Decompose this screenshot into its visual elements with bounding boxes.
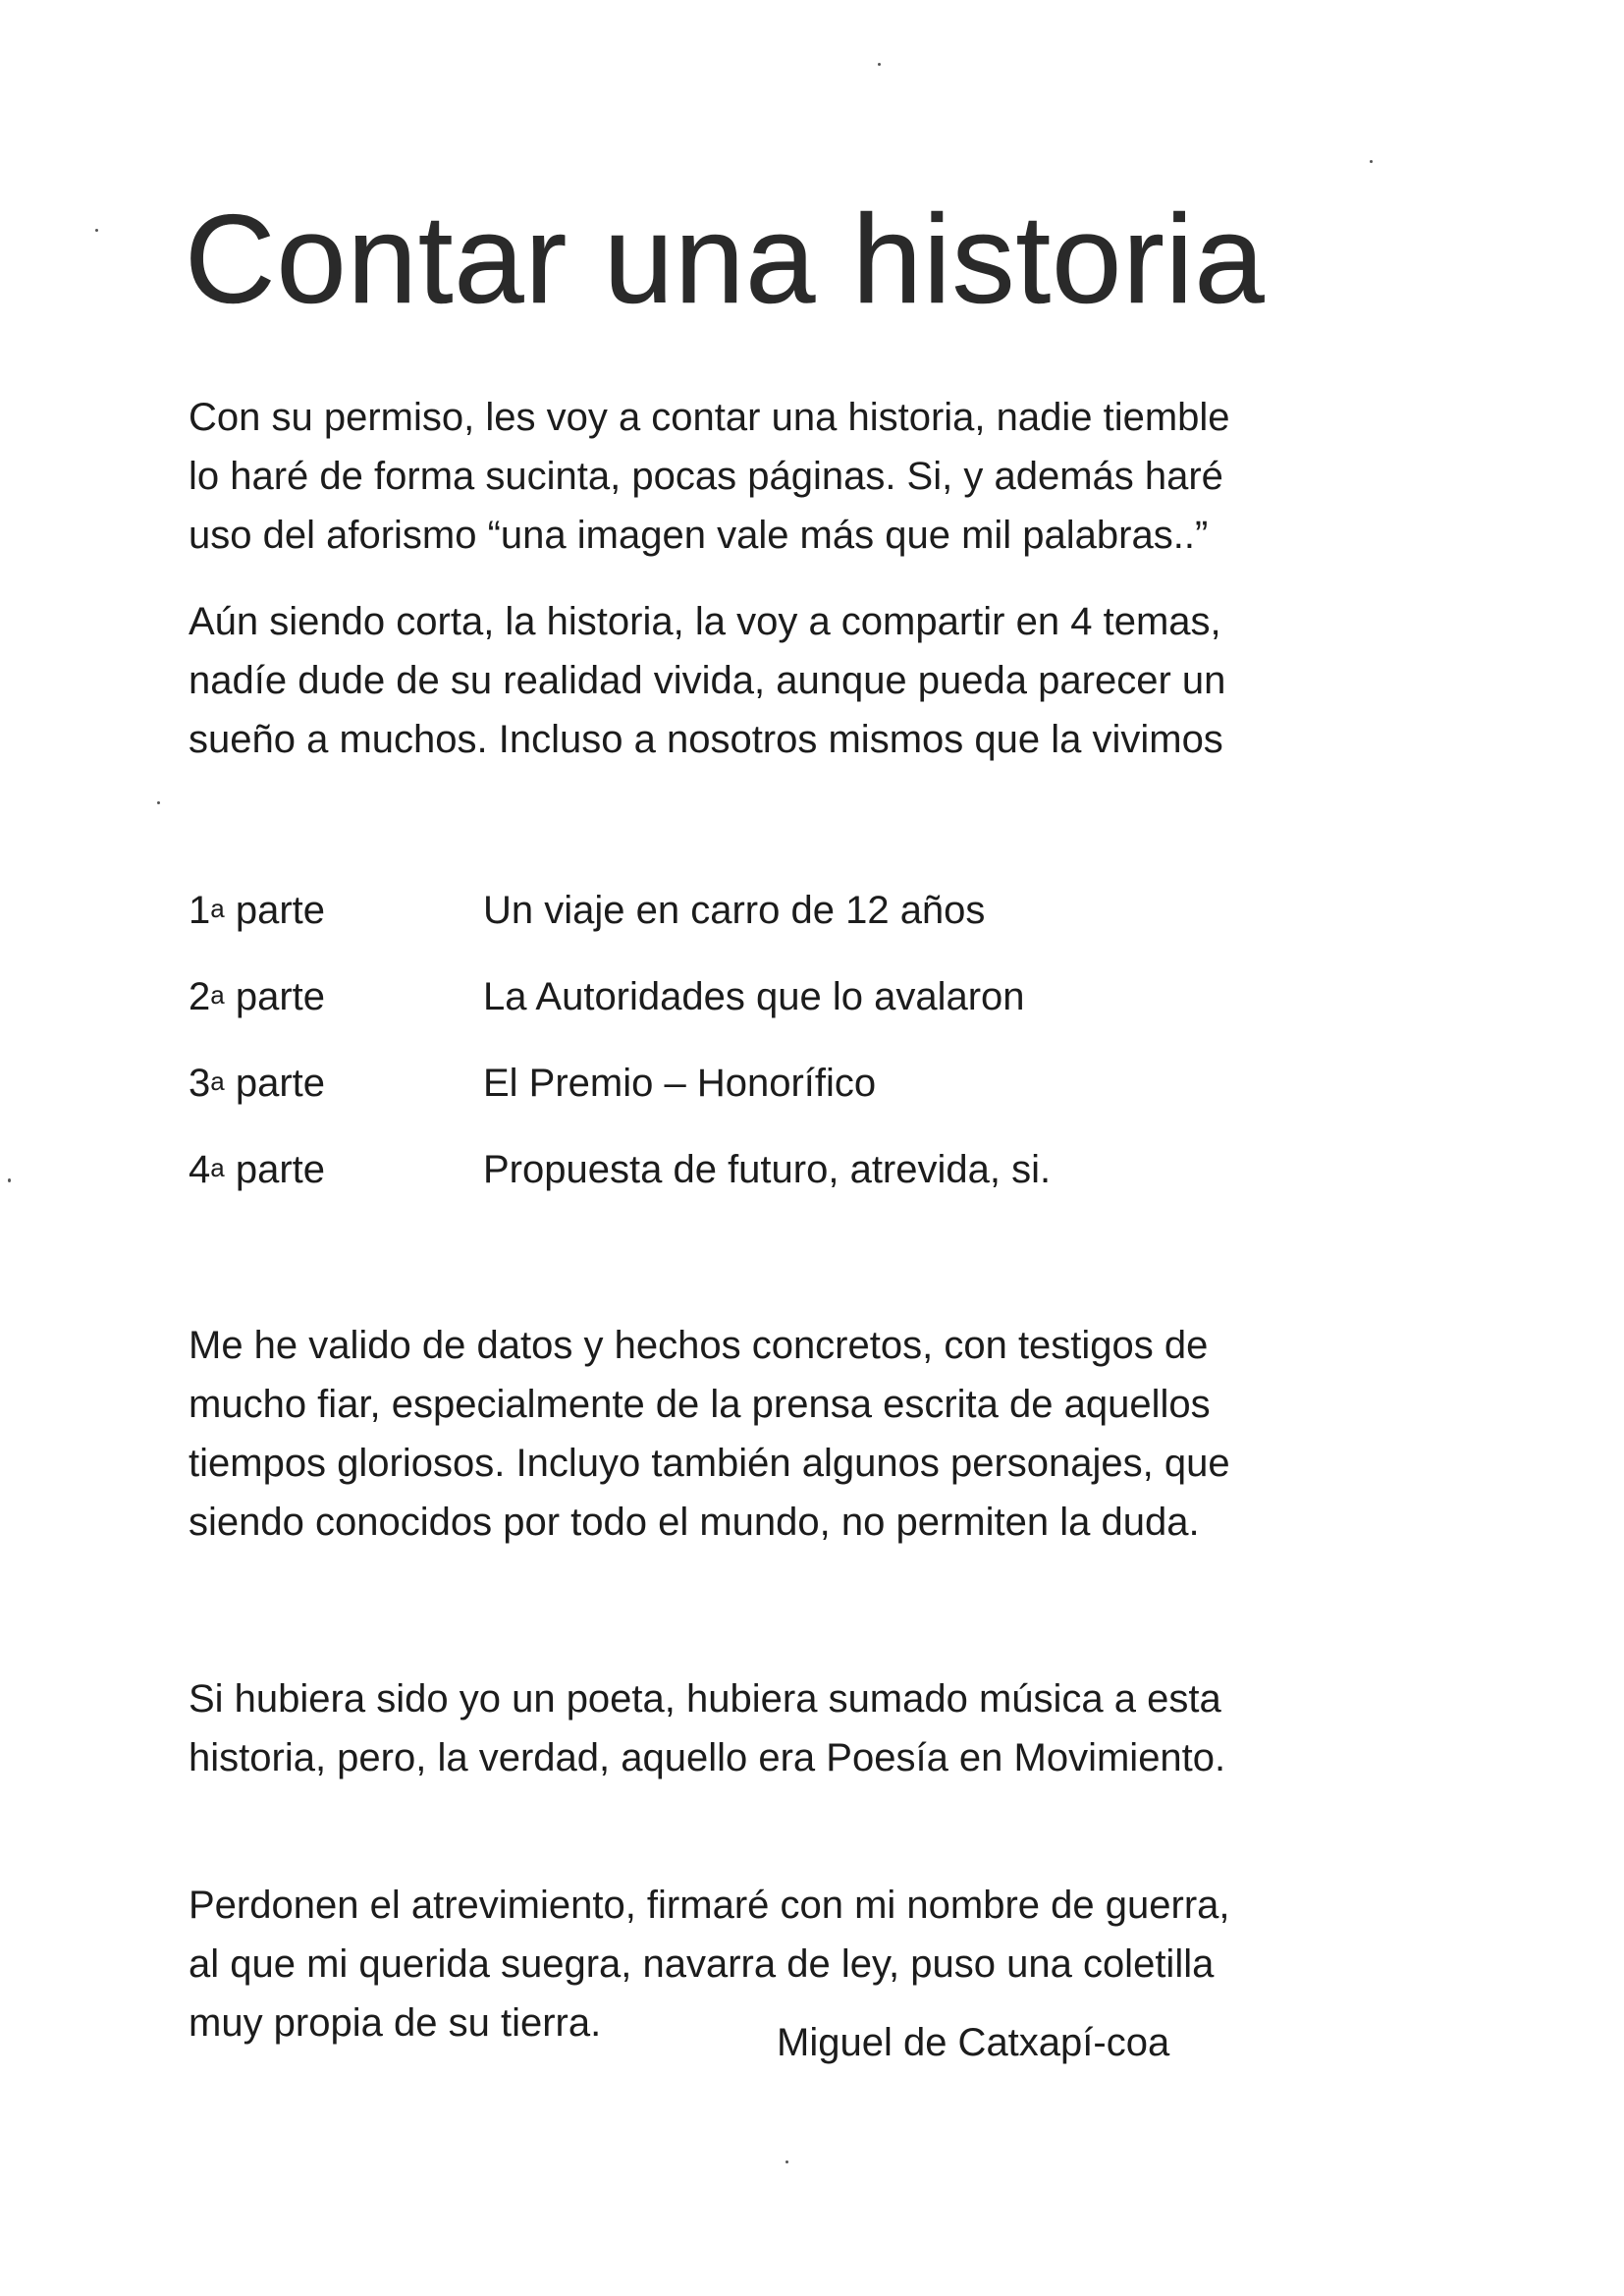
part-ordinal: a <box>210 894 225 923</box>
paragraph-line: nadíe dude de su realidad vivida, aunque pueda parecer un <box>189 659 1226 702</box>
scan-speck <box>157 801 160 804</box>
paragraph-line: Perdonen el atrevimiento, firmaré con mi nombre de guerra, <box>189 1884 1230 1927</box>
part-label <box>189 881 325 940</box>
paragraph-line: mucho fiar, especialmente de la prensa escrita de aquellos <box>189 1383 1211 1426</box>
scan-speck <box>1370 160 1373 163</box>
paragraph-line: sueño a muchos. Incluso a nosotros mismos que la vivimos <box>189 718 1223 761</box>
paragraph-line: al que mi querida suegra, navarra de ley, puso una coletilla <box>189 1942 1215 1986</box>
paragraph-line: muy propia de su tierra. <box>189 2001 602 2045</box>
scan-speck <box>8 1178 11 1182</box>
part-ordinal: a <box>210 1153 225 1182</box>
part-word: parte <box>235 975 326 1018</box>
part-word: parte <box>235 1062 326 1105</box>
poet-paragraph <box>189 1669 1465 1787</box>
sources-paragraph <box>189 1316 1465 1552</box>
scan-speck <box>95 229 98 232</box>
paragraph-line: lo haré de forma sucinta, pocas páginas. Si, y además haré <box>189 455 1223 498</box>
part-label <box>189 967 325 1026</box>
signature: Miguel de Catxapí-coa <box>777 2021 1170 2064</box>
scan-speck <box>785 2160 788 2163</box>
paragraph-line: siendo conocidos por todo el mundo, no permiten la duda. <box>189 1501 1200 1544</box>
paragraph-line: historia, pero, la verdad, aquello era Poesía en Movimiento. <box>189 1736 1226 1779</box>
scan-speck <box>878 63 881 66</box>
part-number: 2 <box>189 975 211 1018</box>
themes-paragraph <box>189 592 1465 769</box>
intro-paragraph <box>189 388 1465 565</box>
part-label <box>189 1140 325 1199</box>
part-number: 3 <box>189 1062 211 1105</box>
paragraph-line: Aún siendo corta, la historia, la voy a compartir en 4 temas, <box>189 600 1221 643</box>
part-word: parte <box>235 1148 326 1191</box>
paragraph-line: Con su permiso, les voy a contar una historia, nadie tiemble <box>189 396 1230 439</box>
part-title: Un viaje en carro de 12 años <box>483 889 986 932</box>
paragraph-line: Me he valido de datos y hechos concretos, con testigos de <box>189 1324 1209 1367</box>
part-title: Propuesta de futuro, atrevida, si. <box>483 1148 1052 1191</box>
part-label <box>189 1054 325 1113</box>
part-number: 1 <box>189 889 211 932</box>
document-title: Contar una historia <box>185 190 1266 330</box>
part-title: La Autoridades que lo avalaron <box>483 975 1025 1018</box>
part-title: El Premio – Honorífico <box>483 1062 877 1105</box>
paragraph-line: Si hubiera sido yo un poeta, hubiera sumado música a esta <box>189 1677 1221 1721</box>
part-number: 4 <box>189 1148 211 1191</box>
part-ordinal: a <box>210 980 225 1010</box>
paragraph-line: tiempos gloriosos. Incluyo también algunos personajes, que <box>189 1442 1230 1485</box>
part-word: parte <box>235 889 326 932</box>
part-ordinal: a <box>210 1066 225 1096</box>
paragraph-line: uso del aforismo “una imagen vale más que mil palabras..” <box>189 514 1209 557</box>
